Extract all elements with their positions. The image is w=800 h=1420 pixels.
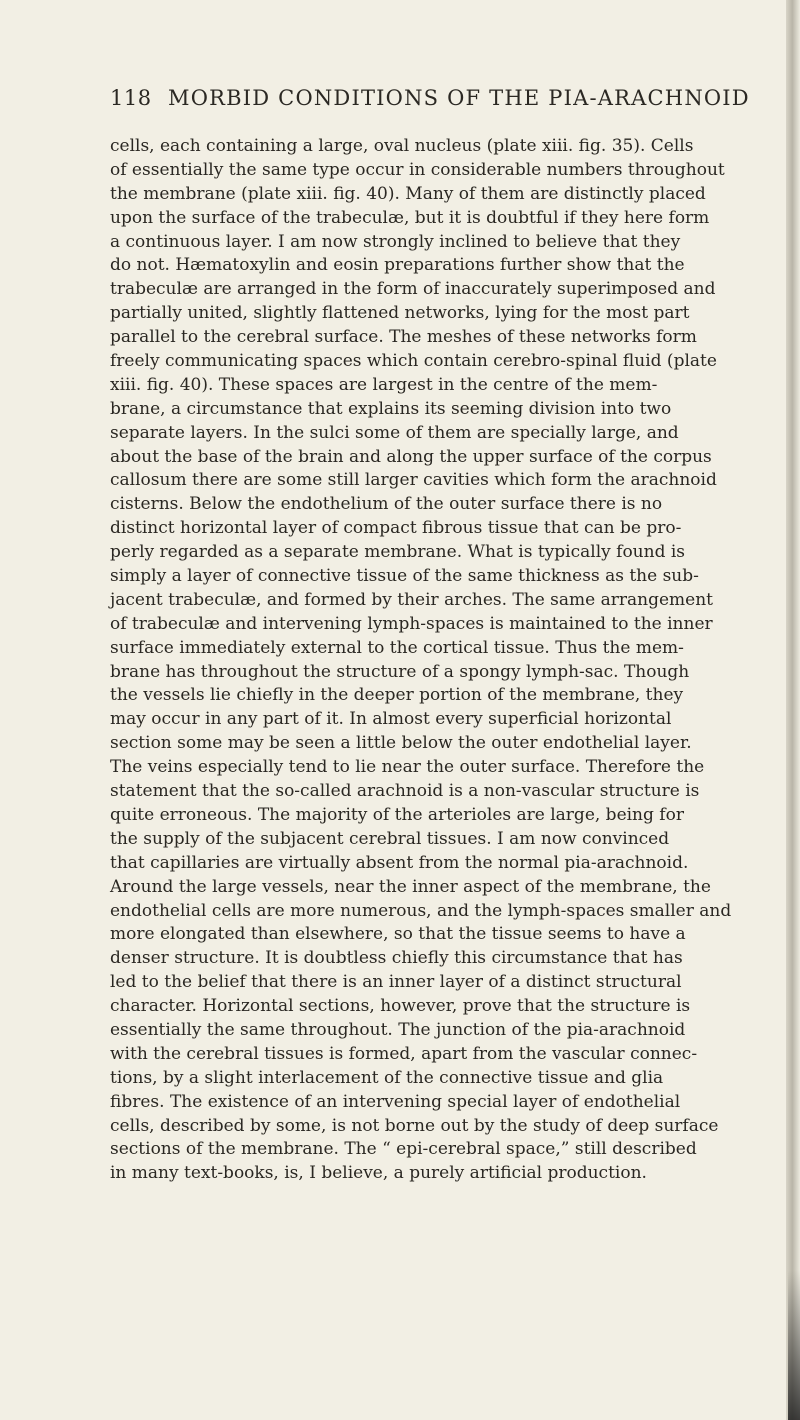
text-line: callosum there are some still larger cavities which form the arachnoid (110, 470, 717, 491)
text-line: fibres. The existence of an intervening special layer of endothelial (110, 1091, 681, 1112)
text-line: cells, described by some, is not borne out by the study of deep surface (110, 1115, 719, 1136)
text-line: denser structure. It is doubtless chiefly this circumstance that has (110, 948, 683, 969)
text-line: the vessels lie chiefly in the deeper portion of the membrane, they (110, 685, 684, 706)
text-line: tions, by a slight interlacement of the connective tissue and glia (110, 1067, 664, 1088)
text-line: xiii. fig. 40). These spaces are largest in the centre of the mem- (110, 374, 658, 395)
text-line: partially united, slightly flattened networks, lying for the most part (110, 303, 690, 324)
text-line: cells, each containing a large, oval nucleus (plate xiii. fig. 35). Cells (110, 136, 694, 156)
text-line: that capillaries are virtually absent from the normal pia-arachnoid. (110, 852, 689, 873)
text-line: the supply of the subjacent cerebral tissues. I am now convinced (110, 828, 670, 849)
text-line: brane, a circumstance that explains its seeming division into two (110, 398, 672, 419)
text-line: jacent trabeculæ, and formed by their arches. The same arrangement (110, 589, 713, 610)
page-number: 118 (110, 86, 152, 110)
text-line: essentially the same throughout. The junction of the pia-arachnoid (110, 1019, 686, 1040)
text-line: brane has throughout the structure of a spongy lymph-sac. Though (110, 661, 690, 682)
text-line: cisterns. Below the endothelium of the outer surface there is no (110, 494, 663, 515)
text-line: distinct horizontal layer of compact fibrous tissue that can be pro- (110, 518, 682, 539)
text-line: endothelial cells are more numerous, and the lymph-spaces smaller and (110, 900, 732, 921)
page-edge-shadow (786, 0, 800, 1420)
text-line: do not. Hæmatoxylin and eosin preparations further show that the (110, 255, 685, 276)
text-line: separate layers. In the sulci some of them are specially large, and (110, 422, 679, 443)
text-line: trabeculæ are arranged in the form of inaccurately superimposed and (110, 279, 716, 300)
text-line: led to the belief that there is an inner layer of a distinct structural (110, 972, 682, 993)
text-line: in many text-books, is, I believe, a purely artificial production. (110, 1163, 647, 1184)
text-line: quite erroneous. The majority of the arterioles are large, being for (110, 804, 684, 825)
text-line: more elongated than elsewhere, so that the tissue seems to have a (110, 924, 686, 945)
text-line: The veins especially tend to lie near the outer surface. Therefore the (110, 757, 705, 778)
text-line: surface immediately external to the cortical tissue. Thus the mem- (110, 637, 684, 658)
text-line: with the cerebral tissues is formed, apart from the vascular connec- (110, 1043, 698, 1064)
text-line: the membrane (plate xiii. fig. 40). Many of them are distinctly placed (110, 183, 706, 204)
text-line: section some may be seen a little below the outer endothelial layer. (110, 733, 692, 754)
text-line: a continuous layer. I am now strongly inclined to believe that they (110, 231, 681, 252)
text-line: about the base of the brain and along the upper surface of the corpus (110, 446, 712, 467)
text-line: upon the surface of the trabeculæ, but it is doubtful if they here form (110, 207, 710, 228)
text-line: of trabeculæ and intervening lymph-spaces is maintained to the inner (110, 613, 713, 634)
text-line: parallel to the cerebral surface. The meshes of these networks form (110, 327, 697, 348)
text-line: simply a layer of connective tissue of the same thickness as the sub- (110, 566, 699, 587)
body-text (110, 135, 800, 1186)
running-head: MORBID CONDITIONS OF THE PIA-ARACHNOID (168, 86, 750, 110)
text-line: character. Horizontal sections, however, prove that the structure is (110, 996, 691, 1017)
text-line: perly regarded as a separate membrane. What is typically found is (110, 542, 686, 563)
text-line: statement that the so-called arachnoid is a non-vascular structure is (110, 781, 700, 802)
page-header (110, 82, 750, 122)
text-line: freely communicating spaces which contain cerebro-spinal fluid (plate (110, 351, 717, 372)
text-line: Around the large vessels, near the inner aspect of the membrane, the (110, 876, 711, 897)
text-line: of essentially the same type occur in considerable numbers throughout (110, 159, 725, 180)
text-line: may occur in any part of it. In almost every superficial horizontal (110, 709, 672, 730)
text-line: sections of the membrane. The “ epi-cerebral space,” still described (110, 1139, 697, 1160)
page-corner-shadow (788, 1270, 800, 1420)
